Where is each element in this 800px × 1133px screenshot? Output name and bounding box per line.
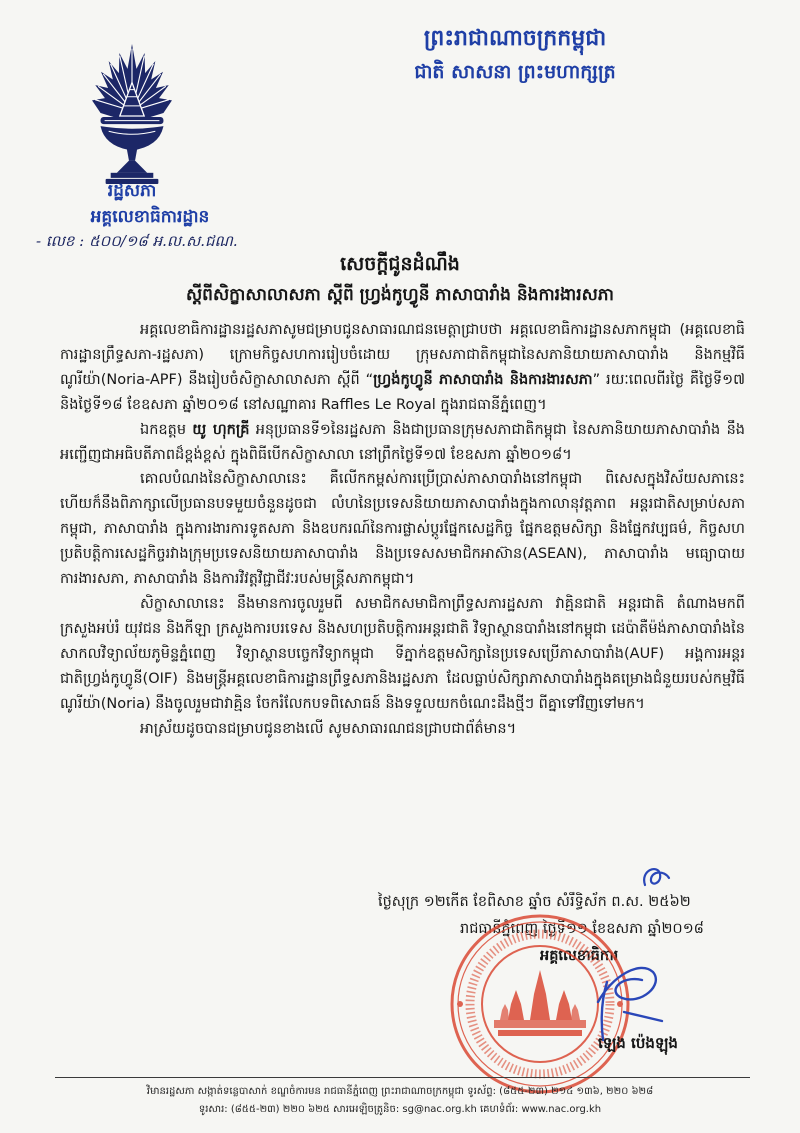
reference-number: - លេខ : ៥០០/១៨ អ.ល.ស.ជណ. [36, 232, 238, 250]
issuer-institution: រដ្ឋសភា [107, 181, 157, 201]
paragraph-2-text: ឯកឧត្តម [140, 421, 193, 438]
paragraph-2-bold-name: យូ ហុកគ្រី [192, 421, 250, 438]
emblem-offering-bowl [101, 117, 164, 184]
document-body [60, 318, 745, 741]
signatory-name: ឡេង ប៉េងឡុង [598, 1034, 678, 1052]
paragraph-1-text-end: ” រយៈពេលពីរថ្ងៃ គឺថ្ងៃទី១៧ និងថ្ងៃទី១៨ ខែឧសភា ឆ្នាំ២០១៨ នៅសណ្ឋាគារ Raffles Le Royal ក្នុងរាជធានីភ្នំពេញ។ [60, 371, 746, 413]
paragraph-2-text-end: អនុប្រធានទី១នៃរដ្ឋសភា និងជាប្រធានក្រុមសភាជាតិកម្ពុជា នៃសភានិយាយភាសាបារាំង នឹងអញ្ជើញជាអធិបតីភាពដ៏ខ្ពង់ខ្ពស់ ក្នុងពិធីបើកសិក្ខាសាលា នៅព្រឹកថ្ងៃទី១៧ ខែឧសភា ឆ្នាំ២០១៨។ [60, 421, 745, 463]
kingdom-heading: ព្រះរាជាណាចក្រកម្ពុជា [423, 26, 607, 51]
lunar-date: ថ្ងៃសុក្រ ១២កើត ខែពិសាខ ឆ្នាំច សំរឹទ្ធិស័ក ព.ស. ២៥៦២ [378, 894, 691, 910]
paragraph-3: គោលបំណងនៃសិក្ខាសាលានេះ គឺលើកកម្ពស់ការប្រើប្រាស់ភាសាបារាំងនៅកម្ពុជា ពិសេសក្នុងវិស័យសភានេះ ហើយក៏នឹងពិភាក្សាលើប្រធានបទមួយចំនួនដូចជា លំហនៃប្រទេសនិយាយភាសាបារាំងក្នុងកាលានុវត្តភាព អន្តរជាតិសម្រាប់សភាកម្ពុជា, ភាសាបារាំង ក្នុងការងារការទូតសភា និងឧបករណ៍នៃការផ្លាស់ប្តូរផ្នែកសេដ្ឋកិច្ច ផ្នែកឧត្តមសិក្សា និងផ្នែកវប្បធម៌, កិច្ចសហប្រតិបត្តិការសេដ្ឋកិច្ចរវាងក្រុមប្រទេសនិយាយភាសាបារាំង និងប្រទេសសមាជិកអាស៊ាន(ASEAN), ភាសាបារាំង មធ្យោបាយការងារសភា, ភាសាបារាំង និងការវិវត្តវិជ្ជាជីវៈរបស់មន្ត្រីសភាកម្ពុជា។ [60, 471, 745, 588]
paragraph-2 [60, 418, 745, 468]
national-motto: ជាតិ សាសនា ព្រះមហាក្សត្រ [414, 61, 616, 83]
paragraph-5: អាស្រ័យដូចបានជម្រាបជូនខាងលើ សូមសាធារណជនជ្រាបជាព័ត៌មាន។ [140, 720, 517, 737]
document-title: សេចក្តីជូនដំណឹង [340, 253, 460, 275]
footer-contact: ទូរសារ: (៨៥៥-២៣) ២២០ ៦២៥ សារអេឡិចត្រូនិច: sg@nac.org.kh គេហទំព័រ: www.nac.org.kh [198, 1104, 602, 1115]
footer-divider [55, 1077, 750, 1078]
footer-address: វិមានរដ្ឋសភា សង្កាត់ទន្លេបាសាក់ ខណ្ឌចំការមន រាជធានីភ្នំពេញ ព្រះរាជាណាចក្រកម្ពុជា ទូរស័ព្ទ: (៨៥៥-២៣) ២១៤ ១៣៦, ២២០ ៦២៨ [146, 1086, 654, 1097]
national-assembly-emblem-icon [86, 44, 178, 186]
paragraph-1 [60, 318, 745, 418]
paragraph-1-bold-topic: ហ្វ្រង់កូហ្វូនី ភាសាបារាំង និងការងារសភា [373, 371, 593, 388]
emblem-flame-crown [92, 44, 172, 118]
paragraph-1-text: អគ្គលេខាធិការដ្ឋានរដ្ឋសភាសូមជម្រាបជូនសាធារណជនមេត្តាជ្រាបថា អគ្គលេខាធិការដ្ឋានសភាកម្ពុជា (អគ្គលេខាធិការដ្ឋានព្រឹទ្ធសភា-រដ្ឋសភា) ក្រោមកិច្ចសហការរៀបចំដោយ ក្រុមសភាជាតិកម្ពុជានៃសភានិយាយភាសាបារាំង និងកម្មវិធីណូរីយ៉ា(Noria-APF) នឹងរៀបចំសិក្ខាសាលាសភា ស្តីពី “ [60, 322, 745, 388]
document-subtitle: ស្តីពីសិក្ខាសាលាសភា ស្តីពី ហ្វ្រង់កូហ្វូនី ភាសាបារាំង និងការងារសភា [185, 285, 614, 305]
footer [40, 1083, 760, 1119]
place-and-date: រាជធានីភ្នំពេញ ថ្ងៃទី១១ ខែឧសភា ឆ្នាំ២០១៨ [460, 921, 704, 937]
handwritten-initial-icon [644, 869, 669, 885]
paragraph-4: សិក្ខាសាលានេះ នឹងមានការចូលរួមពី សមាជិកសមាជិកាព្រឹទ្ធសភារដ្ឋសភា វាគ្មិនជាតិ អន្តរជាតិ តំណាងមកពី ក្រសួងអប់រំ យុវជន និងកីឡា ក្រសួងការបរទេស និងសហប្រតិបត្តិការអន្តរជាតិ វិទ្យាស្ថានបារាំងនៅកម្ពុជា ដេប៉ាតឺម៉ង់ភាសាបារាំងនៃសាកលវិទ្យាល័យភូមិន្ទភ្នំពេញ វិទ្យាស្ថានបច្ចេកវិទ្យាកម្ពុជា ទីភ្នាក់ឧត្តមសិក្សានៃប្រទេសប្រើភាសាបារាំង(AUF) អង្គការអន្តរជាតិហ្វ្រង់កូហ្វូនី(OIF) និងមន្ត្រីអគ្គលេខាធិការដ្ឋានព្រឹទ្ធសភានិងរដ្ឋសភា ដែលធ្លាប់សិក្សាភាសាបារាំងក្នុងគម្រោងជំនួយរបស់កម្មវិធីណូរីយ៉ា(Noria) នឹងចូលរួមជាវាគ្មិន ចែករំលែកបទពិសោធន៍ និងទទួលយកចំណេះដឹងថ្មីៗ ពីគ្នាទៅវិញទៅមក។ [60, 595, 745, 712]
official-seal-icon [448, 912, 632, 1096]
issuer-department: អគ្គលេខាធិការដ្ឋាន [90, 207, 210, 227]
signatory-title: អគ្គលេខាធិការ [540, 948, 619, 964]
